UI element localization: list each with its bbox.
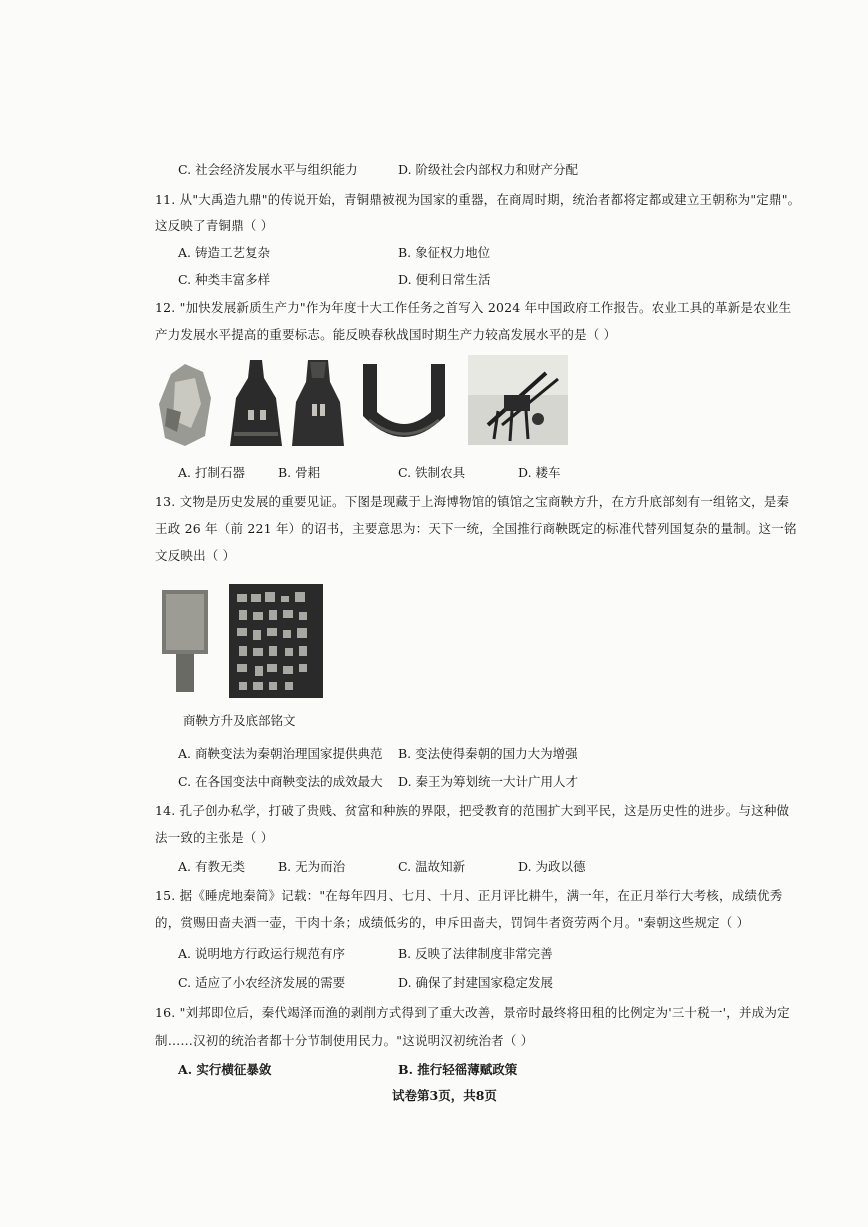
q14-stem-line1: 14. 孔子创办私学，打破了贵贱、贫富和种族的界限，把受教育的范围扩大到平民，这是历史性的进步。与这种做 <box>155 803 790 818</box>
page-footer: 试卷第3页，共8页 <box>392 1088 497 1103</box>
q15-option-a: A. 说明地方行政运行规范有序 <box>178 946 345 961</box>
shang-yang-measure-image <box>160 588 212 694</box>
q13-stem-line1: 13. 文物是历史发展的重要见证。下图是现藏于上海博物馆的镇馆之宝商鞅方升，在方升底部刻有一组铭文，是秦 <box>155 494 790 509</box>
q16-stem-line2: 制……汉初的统治者都十分节制使用民力。"这说明汉初统治者（ ） <box>155 1033 534 1048</box>
q11-option-d: D. 便利日常生活 <box>398 272 491 287</box>
q13-option-a: A. 商鞅变法为秦朝治理国家提供典范 <box>178 746 383 761</box>
q10-option-d: D. 阶级社会内部权力和财产分配 <box>398 162 579 177</box>
q11-stem-line2: 这反映了青铜鼎（ ） <box>155 218 274 233</box>
q16-option-b: B. 推行轻徭薄赋政策 <box>398 1062 518 1077</box>
iron-tool-image <box>355 358 453 450</box>
q15-option-d: D. 确保了封建国家稳定发展 <box>398 975 554 990</box>
q12-stem-line1: 12. "加快发展新质生产力"作为年度十大工作任务之首写入 2024 年中国政府工作报告。农业工具的革新是农业生 <box>155 300 792 315</box>
q14-option-d: D. 为政以德 <box>518 859 586 874</box>
q10-option-c: C. 社会经济发展水平与组织能力 <box>178 162 358 177</box>
q15-option-b: B. 反映了法律制度非常完善 <box>398 946 553 961</box>
q12-option-b: B. 骨耜 <box>278 465 321 480</box>
q16-stem-line1: 16. "刘邦即位后，秦代竭泽而渔的剥削方式得到了重大改善，景帝时最终将田租的比例定为'三十税一'，并成为定 <box>155 1005 790 1020</box>
q11-option-a: A. 铸造工艺复杂 <box>178 245 270 260</box>
inscription-image <box>229 584 323 698</box>
q14-option-b: B. 无为而治 <box>278 859 346 874</box>
q11-option-c: C. 种类丰富多样 <box>178 272 271 287</box>
q12-option-c: C. 铁制农具 <box>398 465 466 480</box>
bone-spade-image-2 <box>290 358 346 450</box>
q12-stem-line2: 产力发展水平提高的重要标志。能反映春秋战国时期生产力较高发展水平的是（ ） <box>155 327 617 342</box>
q14-stem-line2: 法一致的主张是（ ） <box>155 830 274 845</box>
q11-option-b: B. 象征权力地位 <box>398 245 491 260</box>
bone-spade-image-1 <box>228 358 284 450</box>
q12-option-a: A. 打制石器 <box>178 465 245 480</box>
q15-option-c: C. 适应了小农经济发展的需要 <box>178 975 346 990</box>
q13-image-caption: 商鞅方升及底部铭文 <box>183 713 296 728</box>
q13-stem-line3: 文反映出（ ） <box>155 548 236 563</box>
q14-option-a: A. 有教无类 <box>178 859 245 874</box>
q14-option-c: C. 温故知新 <box>398 859 466 874</box>
q15-stem-line2: 的，赏赐田啬夫酒一壶，干肉十条；成绩低劣的，申斥田啬夫，罚饲牛者资劳两个月。"秦朝这些规定（ ） <box>155 915 750 930</box>
q11-stem-line1: 11. 从"大禹造九鼎"的传说开始，青铜鼎被视为国家的重器，在商周时期，统治者都将定都或建立王朝称为"定鼎"。 <box>155 192 801 207</box>
stone-tool-image <box>155 358 215 450</box>
q16-option-a: A. 实行横征暴敛 <box>178 1062 272 1077</box>
q13-stem-line2: 王政 26 年（前 221 年）的诏书，主要意思为：天下一统，全国推行商鞅既定的标准代替列国复杂的量制。这一铭 <box>155 521 797 536</box>
seed-drill-image <box>468 355 568 445</box>
q13-option-d: D. 秦王为筹划统一大计广用人才 <box>398 774 579 789</box>
q12-option-d: D. 耧车 <box>518 465 561 480</box>
q15-stem-line1: 15. 据《睡虎地秦简》记载："在每年四月、七月、十月、正月评比耕牛，满一年，在正月举行大考核，成绩优秀 <box>155 888 783 903</box>
q13-option-b: B. 变法使得秦朝的国力大为增强 <box>398 746 578 761</box>
q13-option-c: C. 在各国变法中商鞅变法的成效最大 <box>178 774 383 789</box>
